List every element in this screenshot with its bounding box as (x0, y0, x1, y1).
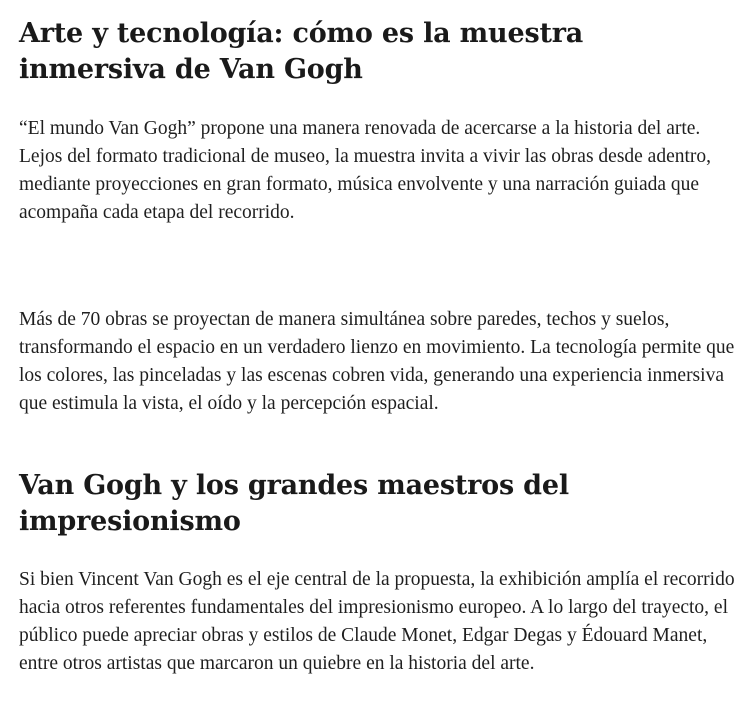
paragraph-projections: Más de 70 obras se proyectan de manera simultánea sobre paredes, techos y suelos, transformando el espacio en un verdadero lienzo en movimiento. La tecnología permite que los colores, las pinceladas y las escenas cobren vida, generando una experiencia inmersiva que estimula la vista, el oído y la percepción espacial. (19, 309, 735, 414)
section-heading-impressionism: Van Gogh y los grandes maestros del impresionismo (19, 470, 569, 537)
section-heading-art-technology: Arte y tecnología: cómo es la muestra inmersiva de Van Gogh (19, 18, 584, 85)
paragraph-intro: “El mundo Van Gogh” propone una manera renovada de acercarse a la historia del arte. Lejos del formato tradicional de museo, la muestra invita a vivir las obras desde adentro, mediante proyecciones en gran formato, música envolvente y una narración guiada que acompaña cada etapa del recorrido. (19, 118, 712, 223)
paragraph-impressionism: Si bien Vincent Van Gogh es el eje central de la propuesta, la exhibición amplía el recorrido hacia otros referentes fundamentales del impresionismo europeo. A lo largo del trayecto, el público puede apreciar obras y estilos de Claude Monet, Edgar Degas y Édouard Manet, entre otros artistas que marcaron un quiebre en la historia del arte. (19, 569, 735, 674)
